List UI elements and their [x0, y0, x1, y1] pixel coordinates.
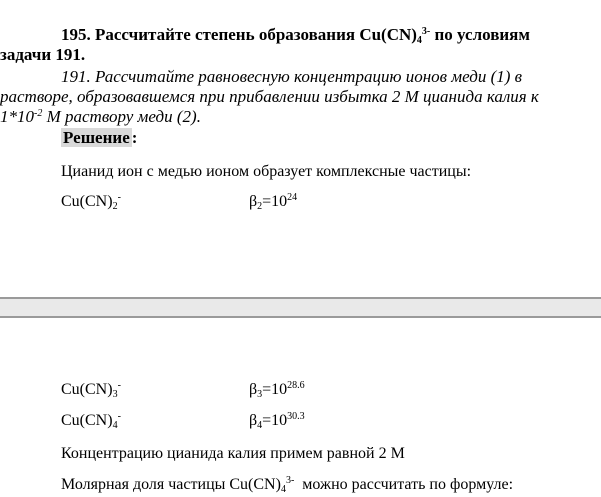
reference-problem-line3	[0, 107, 201, 127]
complex-row-3	[61, 411, 305, 431]
stability-constant	[249, 411, 305, 431]
beta-symbol: β	[249, 412, 258, 429]
stability-constant	[249, 192, 297, 212]
solution-intro: Цианид ион с медью ионом образует комплексные частицы:	[61, 163, 472, 180]
beta-subscript: 4	[257, 420, 263, 431]
complex-charge: -	[117, 192, 121, 203]
complex-row-2	[61, 380, 305, 400]
molar-fraction-subscript: 4	[280, 484, 286, 495]
beta-subscript: 3	[257, 389, 263, 400]
stability-constant	[249, 380, 305, 400]
complex-formula: Cu(CN)	[61, 381, 113, 398]
problem-title	[61, 25, 530, 45]
beta-base: =10	[262, 381, 288, 398]
concentration-statement: Концентрацию цианида калия примем равной 2 М	[61, 445, 405, 462]
page-break	[0, 297, 601, 318]
solution-heading	[61, 128, 137, 148]
molar-fraction-statement	[61, 475, 513, 495]
complex-charge: -	[117, 380, 121, 391]
problem-title-subscript: 4	[416, 35, 422, 46]
complex-formula: Cu(CN)	[61, 412, 113, 429]
beta-symbol: β	[249, 193, 258, 210]
complex-row-1	[61, 192, 298, 212]
reference-problem-line1: 191. Рассчитайте равновесную концентрацию ионов меди (1) в	[61, 67, 523, 86]
molar-fraction-charge: 3-	[285, 475, 295, 486]
reference-problem-line2: растворе, образовавшемся при прибавлении избытка 2 М цианида калия к	[0, 87, 539, 106]
complex-subscript: 2	[112, 201, 118, 212]
molar-fraction-text: Молярная доля частицы Cu(CN)	[61, 476, 281, 493]
reference-line3-end: М раствору меди (2).	[42, 107, 201, 126]
beta-symbol: β	[249, 381, 258, 398]
reference-line3-superscript: -2	[34, 108, 43, 119]
problem-title-superscript: 3-	[421, 26, 431, 37]
molar-fraction-tail: можно рассчитать по формуле:	[294, 476, 514, 493]
complex-charge: -	[117, 411, 121, 422]
beta-subscript: 2	[257, 201, 263, 212]
document-page-bottom	[0, 318, 601, 497]
beta-base: =10	[262, 193, 288, 210]
beta-power: 28.6	[287, 380, 305, 391]
solution-colon: :	[131, 128, 138, 147]
problem-title-line2: задачи 191.	[0, 45, 86, 64]
beta-power: 30.3	[287, 411, 305, 422]
complex-subscript: 3	[112, 389, 118, 400]
complex-formula: Cu(CN)	[61, 193, 113, 210]
complex-subscript: 4	[112, 420, 118, 431]
solution-label: Решение	[63, 128, 130, 147]
problem-title-tail: по условиям	[430, 25, 530, 44]
beta-power: 24	[287, 192, 298, 203]
problem-title-text: 195. Рассчитайте степень образования Cu(CN)	[61, 25, 417, 44]
beta-base: =10	[262, 412, 288, 429]
reference-line3-start: 1*10	[0, 107, 34, 126]
